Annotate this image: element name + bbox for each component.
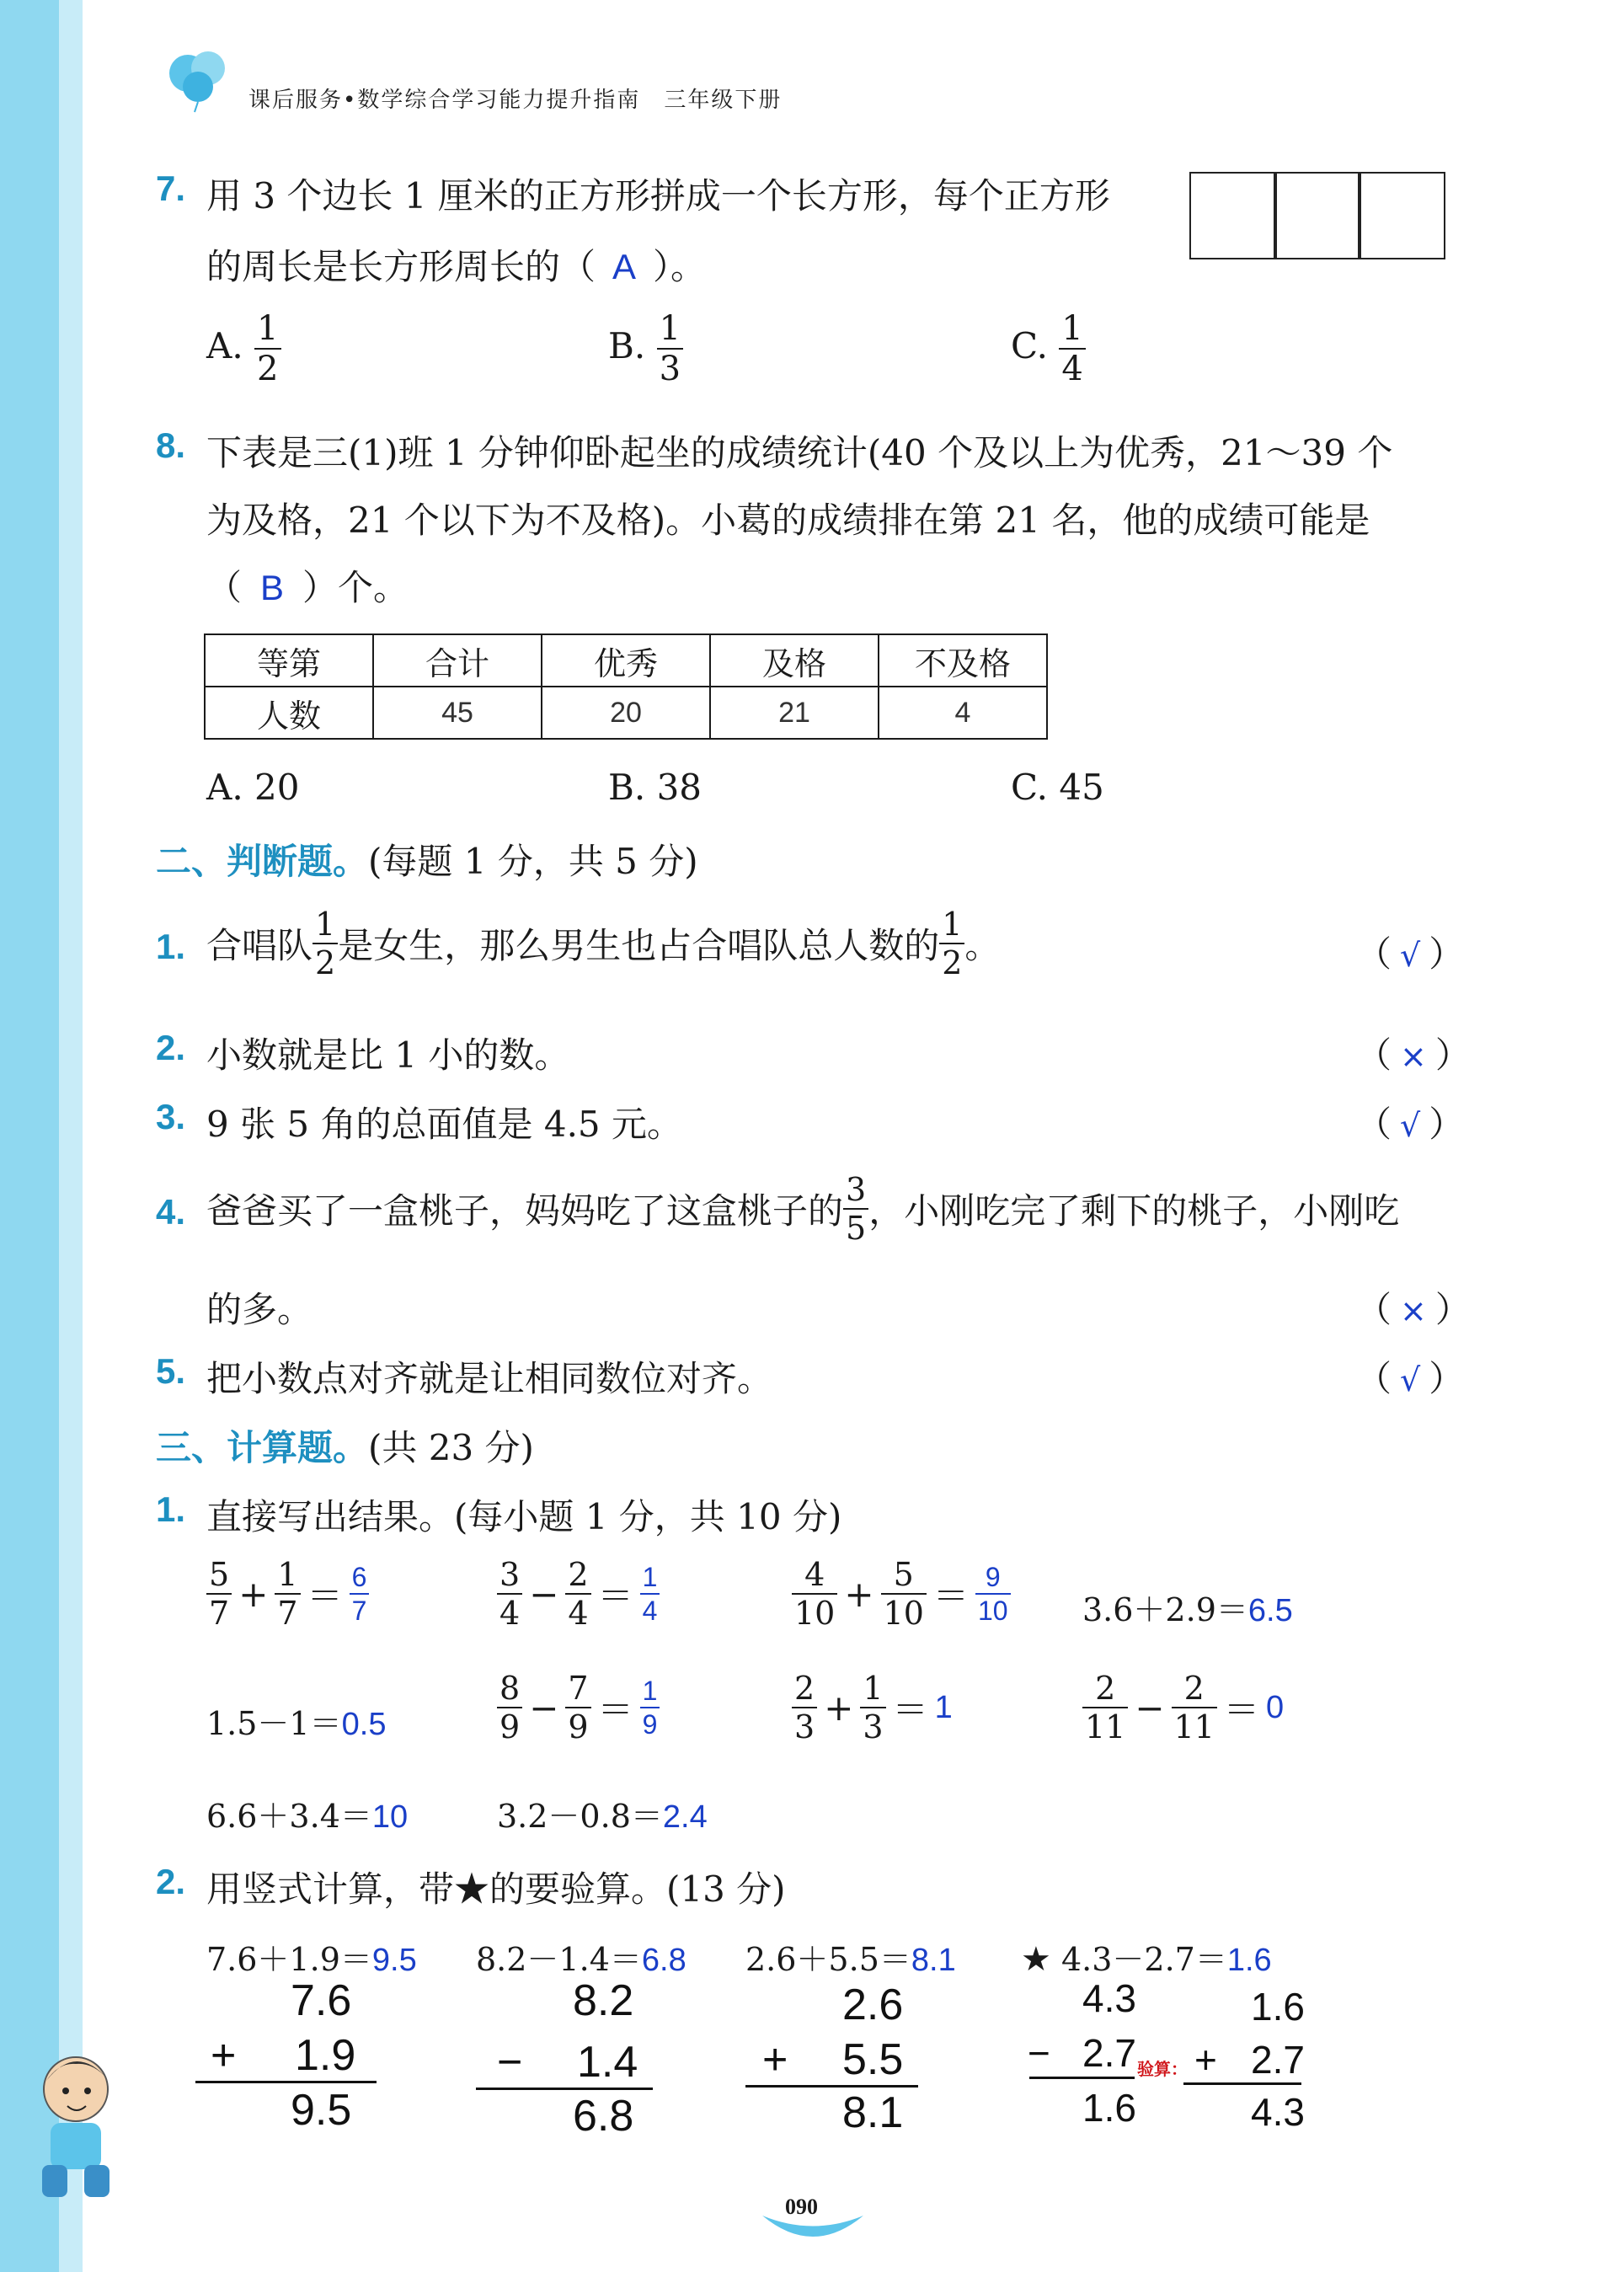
fraction: $\frac{2}{4}$ <box>565 1558 590 1629</box>
option-label: C. <box>1011 767 1048 808</box>
calc-item-9 <box>206 1790 408 1836</box>
calc-item-5 <box>206 1697 386 1744</box>
vc4-top: 4.3 <box>1082 1976 1136 2020</box>
fraction: $\frac{2}{11}$ <box>1082 1672 1128 1743</box>
calc-item-7 <box>792 1672 953 1743</box>
fraction: $\frac{4}{10}$ <box>792 1558 837 1629</box>
option-value: 20 <box>254 767 300 808</box>
answer-fraction: $\frac{1}{9}$ <box>640 1677 660 1738</box>
equals: ＝ <box>932 1575 969 1617</box>
option-label: A. <box>206 325 243 366</box>
expression: 2.6＋5.5＝ <box>745 1941 911 1978</box>
judge-item-3-number: 3. <box>156 1097 186 1136</box>
judge-text: 爸爸买了一盒桃子，妈妈吃了这盒桃子的 <box>206 1190 844 1232</box>
table-header-cell: 及格 <box>710 634 879 687</box>
vc4-op: − <box>1028 2031 1050 2075</box>
q7-option-c <box>1011 309 1086 388</box>
judge-item-5-number: 5. <box>156 1351 186 1391</box>
table-cell: 45 <box>373 687 542 739</box>
calc-sub2-number: 2. <box>156 1862 186 1901</box>
calc-item-2 <box>497 1556 660 1632</box>
vc2-op: − <box>497 2038 523 2087</box>
judge-item-1-answer: （ √ ） <box>1356 933 1465 975</box>
calc-item-3 <box>792 1556 1011 1632</box>
calc-item-4 <box>1082 1584 1293 1630</box>
judge-item-3-answer: （ √ ） <box>1356 1104 1465 1145</box>
judge-text: 合唱队 <box>206 925 313 966</box>
operator: + <box>844 1573 874 1615</box>
vertical-calc-1-expr <box>206 1933 417 1980</box>
expression: 7.6＋1.9＝ <box>206 1941 372 1978</box>
equals: ＝ <box>597 1575 633 1617</box>
table-header-cell: 不及格 <box>879 634 1047 687</box>
answer: 1 <box>934 1689 953 1725</box>
page-number: 090 <box>785 2194 818 2219</box>
q7-line1: 用 3 个边长 1 厘米的正方形拼成一个长方形，每个正方形 <box>206 175 1110 217</box>
vc1-top: 7.6 <box>291 1976 352 2025</box>
cross-mark: × <box>1400 1038 1427 1075</box>
answer: 10 <box>371 1799 409 1835</box>
left-decorative-strip <box>0 0 59 2272</box>
check-rule <box>1183 2082 1301 2085</box>
option-value: 38 <box>656 767 702 808</box>
section3-note: (共 23 分) <box>368 1427 534 1468</box>
q8-number: 8. <box>156 425 186 465</box>
vc1-result: 9.5 <box>291 2086 352 2135</box>
star-icon: ★ <box>1021 1940 1051 1979</box>
answer: 2.4 <box>662 1799 708 1835</box>
vc2-bottom: 1.4 <box>577 2038 638 2087</box>
q7-line2-post: ）。 <box>653 246 707 287</box>
q8-line3-pre: （ <box>206 567 243 608</box>
vc1-bottom: 1.9 <box>295 2031 356 2080</box>
judge-item-2-text: 小数就是比 1 小的数。 <box>206 1034 570 1076</box>
balloon-logo-icon <box>164 46 240 114</box>
q7-option-b-fraction: $\frac{1}{3}$ <box>657 312 683 386</box>
fraction: $\frac{1}{3}$ <box>860 1672 885 1743</box>
check-mark: √ <box>1400 1107 1421 1144</box>
q8-option-c <box>1011 767 1104 808</box>
fraction: $\frac{1}{2}$ <box>939 908 964 979</box>
q7-option-c-fraction: $\frac{1}{4}$ <box>1059 312 1085 386</box>
calc-sub1-instruction: 直接写出结果。(每小题 1 分，共 10 分) <box>206 1496 842 1537</box>
score-table <box>204 633 1048 740</box>
check-result: 4.3 <box>1251 2090 1305 2134</box>
table-cell: 20 <box>542 687 710 739</box>
option-label: B. <box>608 767 646 808</box>
answer: 6.5 <box>1247 1593 1293 1628</box>
answer: 8.1 <box>911 1943 956 1978</box>
fraction: $\frac{8}{9}$ <box>497 1672 522 1743</box>
equals: ＝ <box>892 1689 928 1730</box>
judge-item-4-text <box>206 1171 1400 1247</box>
q7-option-a-fraction: $\frac{1}{2}$ <box>254 312 280 386</box>
section3-title: 三、计算题。 <box>156 1427 369 1468</box>
answer: 9.5 <box>371 1943 417 1978</box>
calc-sub2-instruction: 用竖式计算，带★的要验算。(13 分) <box>206 1868 786 1910</box>
judge-item-5-answer: （ √ ） <box>1356 1358 1465 1399</box>
answer-fraction: $\frac{9}{10}$ <box>975 1564 1011 1624</box>
equals: ＝ <box>307 1575 343 1617</box>
expression: 3.6＋2.9＝ <box>1082 1591 1248 1628</box>
vertical-calc-2-expr <box>476 1933 686 1980</box>
table-cell: 4 <box>879 687 1047 739</box>
judge-item-4-answer: （ × ） <box>1356 1289 1471 1330</box>
page-number-swoosh-icon <box>758 2211 868 2245</box>
square-diagram-3 <box>1358 172 1445 259</box>
vc4-result: 1.6 <box>1082 2086 1136 2130</box>
operator: + <box>824 1687 854 1729</box>
fraction: $\frac{1}{7}$ <box>275 1558 300 1629</box>
operator: − <box>529 1687 559 1729</box>
fraction: $\frac{3}{5}$ <box>843 1173 868 1244</box>
answer: 0.5 <box>341 1707 387 1742</box>
vc2-top: 8.2 <box>573 1976 634 2025</box>
fraction: $\frac{3}{4}$ <box>497 1558 522 1629</box>
judge-item-2-number: 2. <box>156 1028 186 1067</box>
judge-item-1-number: 1. <box>156 927 186 966</box>
vc4-bottom: 2.7 <box>1082 2031 1136 2075</box>
table-header-cell: 优秀 <box>542 634 710 687</box>
table-header-cell: 等第 <box>205 634 373 687</box>
calc-item-8 <box>1082 1672 1284 1743</box>
calc-item-1 <box>206 1556 369 1632</box>
vc1-op: + <box>211 2031 237 2080</box>
square-diagram-1 <box>1189 172 1277 259</box>
fraction: $\frac{1}{2}$ <box>313 908 338 979</box>
calc-sub1-number: 1. <box>156 1489 186 1529</box>
fraction: $\frac{2}{3}$ <box>792 1672 817 1743</box>
left-decorative-strip-light <box>59 0 83 2272</box>
q8-line3 <box>206 560 409 611</box>
answer: 6.8 <box>641 1943 686 1978</box>
vc3-top: 2.6 <box>842 1981 904 2029</box>
q8-line1: 下表是三(1)班 1 分钟仰卧起坐的成绩统计(40 个及以上为优秀，21～39 个 <box>206 432 1393 473</box>
check-mark: √ <box>1400 937 1421 974</box>
judge-text: ，小刚吃完了剩下的桃子，小刚吃 <box>868 1190 1400 1232</box>
expression: 8.2－1.4＝ <box>476 1941 642 1978</box>
fraction: $\frac{5}{10}$ <box>881 1558 927 1629</box>
q7-line2 <box>206 239 706 290</box>
square-diagram-2 <box>1274 172 1361 259</box>
table-cell: 21 <box>710 687 879 739</box>
check-top: 1.6 <box>1251 1985 1305 2029</box>
judge-item-5-text: 把小数点对齐就是让相同数位对齐。 <box>206 1358 773 1399</box>
operator: + <box>238 1573 269 1615</box>
operator: − <box>1135 1687 1165 1729</box>
operator: − <box>529 1573 559 1615</box>
check-op: + <box>1194 2038 1217 2082</box>
q8-line3-post: ）个。 <box>302 567 409 608</box>
q8-line2: 为及格，21 个以下为不及格)。小葛的成绩排在第 21 名，他的成绩可能是 <box>206 500 1370 541</box>
answer: 0 <box>1265 1689 1285 1725</box>
q7-option-b <box>608 309 683 388</box>
q8-option-b <box>608 767 702 808</box>
page-header-title: 课后服务•数学综合学习能力提升指南 三年级下册 <box>248 88 783 113</box>
expression: 6.6＋3.4＝ <box>206 1798 372 1835</box>
check-label: 验算： <box>1137 2061 1188 2079</box>
cartoon-boy-icon <box>17 2039 135 2207</box>
vc3-op: + <box>762 2035 788 2084</box>
option-value: 45 <box>1059 767 1104 808</box>
fraction: $\frac{2}{11}$ <box>1172 1672 1217 1743</box>
q7-answer: A <box>612 247 637 286</box>
equals: ＝ <box>597 1689 633 1730</box>
calc-item-10 <box>497 1790 708 1836</box>
expression: 1.5－1＝ <box>206 1705 342 1742</box>
table-header-cell: 合计 <box>373 634 542 687</box>
judge-text: 是女生，那么男生也占合唱队总人数的 <box>338 925 940 966</box>
judge-item-2-answer: （ × ） <box>1356 1034 1471 1076</box>
answer-fraction: $\frac{6}{7}$ <box>350 1564 370 1624</box>
vertical-calc-4-expr <box>1021 1933 1272 1980</box>
vc3-result: 8.1 <box>842 2088 904 2137</box>
option-label: B. <box>608 325 646 366</box>
vc2-rule <box>476 2088 653 2090</box>
option-label: C. <box>1011 325 1048 366</box>
option-label: A. <box>206 767 243 808</box>
check-bottom: 2.7 <box>1251 2038 1305 2082</box>
table-cell: 人数 <box>205 687 373 739</box>
expression: 3.2－0.8＝ <box>497 1798 663 1835</box>
answer-fraction: $\frac{1}{4}$ <box>640 1564 660 1624</box>
table-row <box>205 687 1047 739</box>
vc4-rule <box>1029 2077 1135 2079</box>
q8-option-a <box>206 767 300 808</box>
section2-note: (每题 1 分，共 5 分) <box>368 841 698 882</box>
judge-item-4-line2: 的多。 <box>206 1289 313 1330</box>
answer: 1.6 <box>1226 1943 1272 1978</box>
calc-item-6 <box>497 1672 660 1743</box>
section2-heading <box>156 834 698 885</box>
q7-option-a <box>206 309 281 388</box>
fraction: $\frac{5}{7}$ <box>206 1558 232 1629</box>
vc3-bottom: 5.5 <box>842 2035 904 2084</box>
section3-heading <box>156 1420 534 1471</box>
check-mark: √ <box>1400 1361 1421 1398</box>
vc2-result: 6.8 <box>573 2092 634 2141</box>
judge-item-4-number: 4. <box>156 1192 186 1232</box>
expression: 4.3－2.7＝ <box>1060 1941 1227 1978</box>
vc1-rule <box>195 2081 377 2083</box>
judge-item-1-text <box>206 908 1000 979</box>
q7-line2-pre: 的周长是长方形周长的（ <box>206 246 596 287</box>
judge-item-3-text: 9 张 5 角的总面值是 4.5 元。 <box>206 1104 682 1145</box>
fraction: $\frac{7}{9}$ <box>565 1672 590 1743</box>
vertical-calc-3-expr <box>745 1933 956 1980</box>
cross-mark: × <box>1400 1292 1427 1329</box>
judge-text: 。 <box>964 925 1001 966</box>
q7-number: 7. <box>156 168 186 208</box>
table-header-row <box>205 634 1047 687</box>
section2-title: 二、判断题。 <box>156 841 369 882</box>
equals: ＝ <box>1223 1689 1259 1730</box>
q8-answer: B <box>260 568 285 607</box>
